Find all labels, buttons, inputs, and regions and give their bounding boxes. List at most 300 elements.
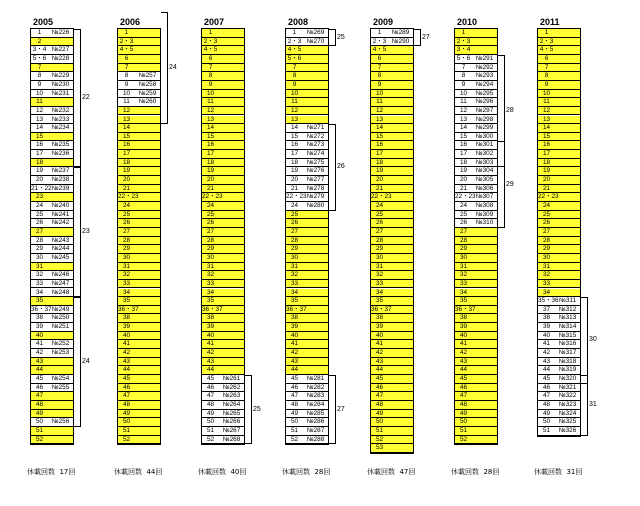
issue-number: 26: [290, 219, 299, 227]
issue-row: [118, 237, 160, 246]
issue-number: 4・5: [539, 46, 554, 54]
issue-number: 41: [206, 340, 215, 348]
episode-number: №274: [306, 150, 325, 158]
issue-number: 13: [459, 115, 468, 123]
episode-number: №262: [222, 383, 241, 391]
issue-row: [371, 280, 413, 289]
issue-row: [371, 384, 413, 393]
year-table: [370, 28, 414, 454]
issue-number: 51: [206, 426, 215, 434]
issue-row: [538, 280, 580, 289]
issue-row: [286, 150, 328, 159]
issue-row: [118, 280, 160, 289]
hiatus-count-label: 休載回数: [367, 468, 395, 476]
episode-number: №318: [558, 357, 577, 365]
issue-number: 43: [290, 357, 299, 365]
volume-label: 31: [589, 401, 597, 409]
issue-row: [202, 98, 244, 107]
issue-row: [538, 366, 580, 375]
issue-number: 17: [290, 150, 299, 158]
issue-row: [31, 401, 73, 410]
issue-number: 13: [122, 115, 131, 123]
issue-number: 47: [35, 392, 44, 400]
issue-row: [286, 271, 328, 280]
issue-row: [286, 124, 328, 133]
issue-number: 32: [122, 271, 131, 279]
issue-row: [202, 228, 244, 237]
issue-number: 21・22: [31, 184, 52, 192]
issue-row: [455, 366, 497, 375]
issue-row: [286, 306, 328, 315]
issue-row: [202, 81, 244, 90]
issue-number: 11: [207, 98, 214, 106]
issue-row: [538, 150, 580, 159]
issue-row: [202, 366, 244, 375]
year-label: 2005: [33, 17, 54, 27]
issue-number: 12: [459, 106, 468, 114]
episode-number: №312: [558, 305, 577, 313]
episode-number: №311: [558, 297, 577, 305]
issue-row: [118, 349, 160, 358]
issue-number: 21: [459, 184, 468, 192]
issue-row: [118, 410, 160, 419]
issue-row: [455, 116, 497, 125]
issue-row: [371, 72, 413, 81]
issue-row: [118, 263, 160, 272]
issue-row: [118, 297, 160, 306]
issue-number: 43: [206, 357, 215, 365]
issue-number: 15: [459, 132, 468, 140]
episode-number: №226: [51, 29, 70, 36]
episode-number: №295: [475, 89, 494, 97]
episode-number: №296: [475, 98, 494, 106]
issue-row: [538, 185, 580, 194]
issue-row: [31, 193, 73, 202]
issue-row: [371, 150, 413, 159]
issue-number: 18: [459, 158, 468, 166]
issue-row: [455, 124, 497, 133]
issue-number: 28: [375, 236, 384, 244]
issue-number: 22・23: [118, 193, 139, 201]
issue-number: 18: [290, 158, 299, 166]
episode-number: №268: [222, 435, 241, 443]
issue-row: [371, 167, 413, 176]
issue-row: [31, 245, 73, 254]
issue-number: 50: [122, 418, 131, 426]
episode-number: №287: [306, 426, 325, 434]
issue-number: 25: [206, 210, 215, 218]
volume-label: 24: [169, 63, 177, 71]
episode-number: №261: [222, 375, 241, 382]
issue-row: [31, 219, 73, 228]
issue-number: 42: [206, 349, 215, 357]
issue-number: 50: [375, 418, 384, 426]
issue-row: [118, 176, 160, 185]
issue-row: [455, 237, 497, 246]
issue-number: 25: [375, 210, 384, 218]
issue-row: [371, 297, 413, 306]
issue-number: 49: [375, 409, 384, 417]
issue-row: [118, 55, 160, 64]
issue-number: 27: [206, 227, 215, 235]
issue-row: [31, 280, 73, 289]
issue-row: [31, 55, 73, 64]
issue-row: [286, 72, 328, 81]
issue-number: 12: [290, 106, 299, 114]
issue-row: [538, 323, 580, 332]
issue-number: 46: [290, 383, 299, 391]
issue-row: [538, 427, 580, 436]
issue-number: 27: [542, 227, 551, 235]
issue-row: [538, 271, 580, 280]
issue-number: 35: [375, 297, 384, 305]
issue-row: [371, 193, 413, 202]
issue-number: 10: [459, 89, 468, 97]
issue-row: [202, 64, 244, 73]
volume-bracket: [329, 29, 336, 46]
issue-row: [202, 72, 244, 81]
episode-number: №284: [306, 400, 325, 408]
issue-number: 27: [122, 227, 131, 235]
issue-row: [371, 245, 413, 254]
episode-number: №316: [558, 340, 577, 348]
issue-number: 43: [375, 357, 384, 365]
issue-number: 23: [35, 193, 44, 201]
issue-row: [118, 64, 160, 73]
episode-number: №259: [138, 89, 157, 97]
issue-number: 9: [377, 80, 382, 88]
issue-number: 7: [461, 63, 466, 71]
year-table: [537, 28, 581, 437]
issue-row: [118, 375, 160, 384]
issue-number: 39: [290, 323, 299, 331]
issue-number: 46: [35, 383, 44, 391]
issue-number: 38: [206, 314, 215, 322]
issue-row: [455, 401, 497, 410]
issue-row: [538, 418, 580, 427]
year-label: 2009: [373, 17, 394, 27]
issue-row: [202, 254, 244, 263]
hiatus-count-value: 44回: [146, 468, 163, 476]
hiatus-count: [27, 468, 75, 477]
issue-number: 36・37: [31, 305, 52, 313]
issue-number: 20: [375, 176, 384, 184]
issue-row: [118, 185, 160, 194]
issue-row: [202, 211, 244, 220]
issue-number: 30: [542, 253, 551, 261]
issue-number: 29: [375, 245, 384, 253]
issue-row: [286, 185, 328, 194]
volume-bracket: [74, 297, 81, 427]
episode-number: №280: [306, 202, 325, 209]
issue-row: [538, 219, 580, 228]
issue-number: 16: [375, 141, 384, 149]
issue-row: [202, 358, 244, 367]
issue-row: [202, 340, 244, 349]
issue-row: [286, 314, 328, 323]
issue-row: [371, 427, 413, 436]
issue-number: 32: [290, 271, 299, 279]
issue-number: 25: [35, 210, 44, 218]
issue-row: [31, 133, 73, 142]
volume-bracket: [581, 297, 588, 384]
issue-row: [31, 159, 73, 168]
issue-row: [286, 392, 328, 401]
issue-number: 36・37: [286, 305, 307, 313]
issue-number: 11: [460, 98, 467, 106]
issue-number: 44: [122, 366, 131, 374]
issue-number: 30: [290, 253, 299, 261]
issue-row: [455, 410, 497, 419]
episode-number: №283: [306, 392, 325, 400]
issue-row: [286, 64, 328, 73]
episode-number: №306: [475, 184, 494, 192]
issue-number: 16: [122, 141, 131, 149]
issue-row: [286, 176, 328, 185]
hiatus-count: [114, 468, 162, 477]
issue-row: [202, 124, 244, 133]
episode-number: №258: [138, 80, 157, 88]
issue-row: [538, 384, 580, 393]
episode-number: №317: [558, 349, 577, 357]
issue-number: 5・6: [287, 54, 302, 62]
issue-number: 34: [459, 288, 468, 296]
issue-number: 29: [542, 245, 551, 253]
issue-number: 1: [208, 29, 213, 36]
issue-number: 40: [542, 331, 551, 339]
issue-number: 48: [542, 400, 551, 408]
issue-row: [31, 306, 73, 315]
episode-number: №231: [51, 89, 70, 97]
issue-row: [31, 64, 73, 73]
episode-number: №238: [51, 176, 70, 184]
issue-number: 38: [122, 314, 131, 322]
issue-row: [455, 392, 497, 401]
issue-row: [286, 219, 328, 228]
issue-row: [538, 202, 580, 211]
issue-row: [286, 340, 328, 349]
issue-row: [538, 38, 580, 47]
issue-number: 1: [544, 29, 549, 36]
hiatus-count-label: 休載回数: [27, 468, 55, 476]
issue-number: 33: [459, 279, 468, 287]
hiatus-count: [367, 468, 415, 477]
issue-number: 19: [542, 167, 551, 175]
episode-number: №319: [558, 366, 577, 374]
issue-number: 9: [292, 80, 297, 88]
issue-number: 31: [459, 262, 468, 270]
issue-number: 18: [122, 158, 131, 166]
issue-number: 34: [122, 288, 131, 296]
issue-number: 4・5: [119, 46, 134, 54]
issue-number: 9: [37, 80, 42, 88]
issue-row: [118, 133, 160, 142]
issue-row: [455, 219, 497, 228]
issue-row: [31, 72, 73, 81]
issue-row: [538, 64, 580, 73]
issue-row: [286, 436, 328, 445]
issue-row: [371, 323, 413, 332]
episode-number: №275: [306, 158, 325, 166]
issue-number: 32: [35, 271, 44, 279]
issue-row: [538, 289, 580, 298]
issue-number: 38: [375, 314, 384, 322]
issue-number: 16: [459, 141, 468, 149]
issue-row: [118, 289, 160, 298]
issue-number: 8: [544, 72, 549, 80]
issue-number: 42: [290, 349, 299, 357]
issue-row: [286, 29, 328, 38]
issue-number: 35: [459, 297, 468, 305]
episode-number: №256: [51, 418, 70, 426]
issue-row: [538, 375, 580, 384]
issue-row: [538, 90, 580, 99]
issue-row: [118, 38, 160, 47]
issue-number: 29: [459, 245, 468, 253]
hiatus-count: [534, 468, 582, 477]
episode-number: №245: [51, 253, 70, 261]
issue-row: [455, 38, 497, 47]
issue-number: 7: [377, 63, 382, 71]
issue-row: [286, 418, 328, 427]
issue-row: [202, 306, 244, 315]
issue-number: 34: [542, 288, 551, 296]
hiatus-count-value: 40回: [230, 468, 247, 476]
issue-number: 12: [35, 106, 44, 114]
issue-row: [118, 314, 160, 323]
issue-row: [202, 202, 244, 211]
issue-row: [286, 193, 328, 202]
issue-number: 35・36: [538, 297, 559, 305]
volume-label: 27: [337, 405, 345, 413]
issue-row: [538, 72, 580, 81]
issue-number: 13: [542, 115, 551, 123]
issue-row: [118, 167, 160, 176]
issue-row: [455, 193, 497, 202]
issue-row: [455, 46, 497, 55]
issue-number: 7: [124, 63, 129, 71]
issue-number: 24: [122, 202, 131, 209]
issue-number: 24: [290, 202, 299, 209]
issue-row: [202, 237, 244, 246]
issue-row: [202, 349, 244, 358]
issue-number: 46: [206, 383, 215, 391]
issue-number: 48: [290, 400, 299, 408]
issue-row: [538, 29, 580, 38]
issue-row: [455, 185, 497, 194]
issue-row: [118, 72, 160, 81]
issue-number: 44: [542, 366, 551, 374]
volume-bracket: [74, 167, 81, 297]
hiatus-count-label: 休載回数: [282, 468, 310, 476]
issue-number: 53: [375, 444, 384, 452]
episode-number: №248: [51, 288, 70, 296]
issue-row: [202, 280, 244, 289]
issue-row: [118, 202, 160, 211]
issue-number: 17: [375, 150, 384, 158]
issue-number: 18: [35, 158, 44, 166]
issue-row: [286, 384, 328, 393]
issue-row: [371, 306, 413, 315]
issue-row: [202, 193, 244, 202]
issue-number: 42: [459, 349, 468, 357]
issue-row: [286, 410, 328, 419]
issue-row: [538, 167, 580, 176]
issue-number: 20: [459, 176, 468, 184]
issue-row: [286, 228, 328, 237]
episode-number: №292: [475, 63, 494, 71]
issue-row: [31, 384, 73, 393]
episode-number: №260: [138, 98, 157, 106]
issue-number: 52: [290, 435, 299, 443]
issue-row: [202, 375, 244, 384]
issue-number: 8: [292, 72, 297, 80]
issue-row: [31, 297, 73, 306]
issue-number: 28: [206, 236, 215, 244]
issue-row: [455, 418, 497, 427]
issue-number: 5・6: [456, 54, 471, 62]
issue-number: 22・23: [202, 193, 223, 201]
episode-number: №273: [306, 141, 325, 149]
issue-number: 39: [375, 323, 384, 331]
issue-row: [455, 55, 497, 64]
issue-number: 38: [459, 314, 468, 322]
issue-row: [455, 323, 497, 332]
volume-label: 23: [82, 228, 90, 236]
episode-number: №271: [306, 124, 325, 132]
issue-number: 47: [290, 392, 299, 400]
issue-row: [202, 418, 244, 427]
issue-number: 31: [35, 262, 44, 270]
issue-row: [371, 90, 413, 99]
issue-row: [118, 323, 160, 332]
issue-number: 7: [544, 63, 549, 71]
issue-row: [538, 141, 580, 150]
issue-number: 9: [544, 80, 549, 88]
issue-row: [286, 323, 328, 332]
issue-number: 24: [542, 202, 551, 209]
issue-number: 49: [35, 409, 44, 417]
issue-number: 5・6: [32, 54, 47, 62]
episode-number: №270: [306, 37, 325, 45]
hiatus-count-value: 31回: [566, 468, 583, 476]
issue-number: 51: [35, 426, 44, 434]
year-label: 2007: [204, 17, 225, 27]
issue-row: [118, 150, 160, 159]
issue-row: [455, 271, 497, 280]
issue-row: [118, 81, 160, 90]
issue-row: [538, 349, 580, 358]
issue-row: [455, 289, 497, 298]
episode-number: №265: [222, 409, 241, 417]
episode-number: №294: [475, 80, 494, 88]
episode-number: №285: [306, 409, 325, 417]
episode-number: №229: [51, 72, 70, 80]
issue-row: [455, 384, 497, 393]
issue-row: [538, 358, 580, 367]
issue-row: [118, 358, 160, 367]
issue-number: 9: [461, 80, 466, 88]
issue-row: [118, 366, 160, 375]
issue-row: [31, 228, 73, 237]
issue-row: [538, 245, 580, 254]
issue-number: 45: [122, 375, 131, 382]
issue-row: [371, 46, 413, 55]
issue-number: 17: [206, 150, 215, 158]
volume-bracket: [329, 375, 336, 444]
issue-number: 1: [124, 29, 129, 36]
issue-number: 29: [206, 245, 215, 253]
